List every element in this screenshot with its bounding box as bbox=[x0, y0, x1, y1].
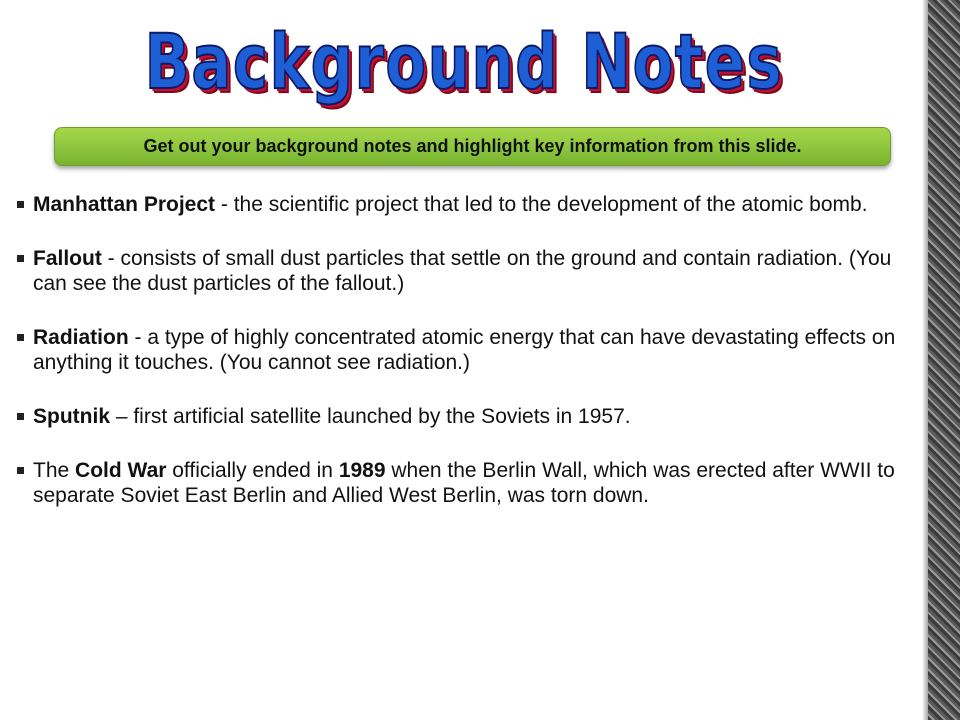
note-term: Radiation bbox=[33, 326, 129, 349]
note-term: Sputnik bbox=[33, 405, 110, 428]
note-cold-war bbox=[14, 458, 924, 508]
note-definition: – first artificial satellite launched by the Soviets in 1957. bbox=[110, 405, 631, 428]
instruction-banner-text: Get out your background notes and highlight key information from this slide. bbox=[143, 136, 802, 156]
note-radiation bbox=[14, 325, 924, 375]
note-term: Cold War bbox=[75, 459, 167, 482]
instruction-banner bbox=[54, 127, 891, 166]
note-term: Fallout bbox=[33, 247, 102, 270]
note-definition: - a type of highly concentrated atomic energy that can have devastating effects on anything it touches. (You cannot see radiation.) bbox=[33, 326, 896, 374]
note-term: Manhattan Project bbox=[33, 193, 216, 216]
note-definition: - consists of small dust particles that settle on the ground and contain radiation. (You can see the dust particles of the fallout.) bbox=[33, 247, 892, 295]
note-sputnik bbox=[14, 404, 924, 429]
notes-list bbox=[14, 192, 924, 537]
square-bullet-icon bbox=[17, 255, 24, 262]
note-manhattan-project bbox=[14, 192, 924, 217]
note-lead-text: The bbox=[33, 459, 76, 482]
decorative-edge-strip bbox=[928, 0, 960, 720]
note-middle-text: officially ended in bbox=[166, 459, 339, 482]
square-bullet-icon bbox=[17, 201, 24, 208]
square-bullet-icon bbox=[17, 467, 24, 474]
note-year: 1989 bbox=[338, 459, 386, 482]
note-definition: when the Berlin Wall, which was erected after WWII to separate Soviet East Berlin and Allied West Berlin, was torn down. bbox=[33, 459, 895, 507]
square-bullet-icon bbox=[17, 334, 24, 341]
note-definition: - the scientific project that led to the development of the atomic bomb. bbox=[215, 193, 868, 216]
note-fallout bbox=[14, 246, 924, 296]
square-bullet-icon bbox=[17, 413, 24, 420]
slide-title: Background Notes bbox=[144, 17, 784, 106]
